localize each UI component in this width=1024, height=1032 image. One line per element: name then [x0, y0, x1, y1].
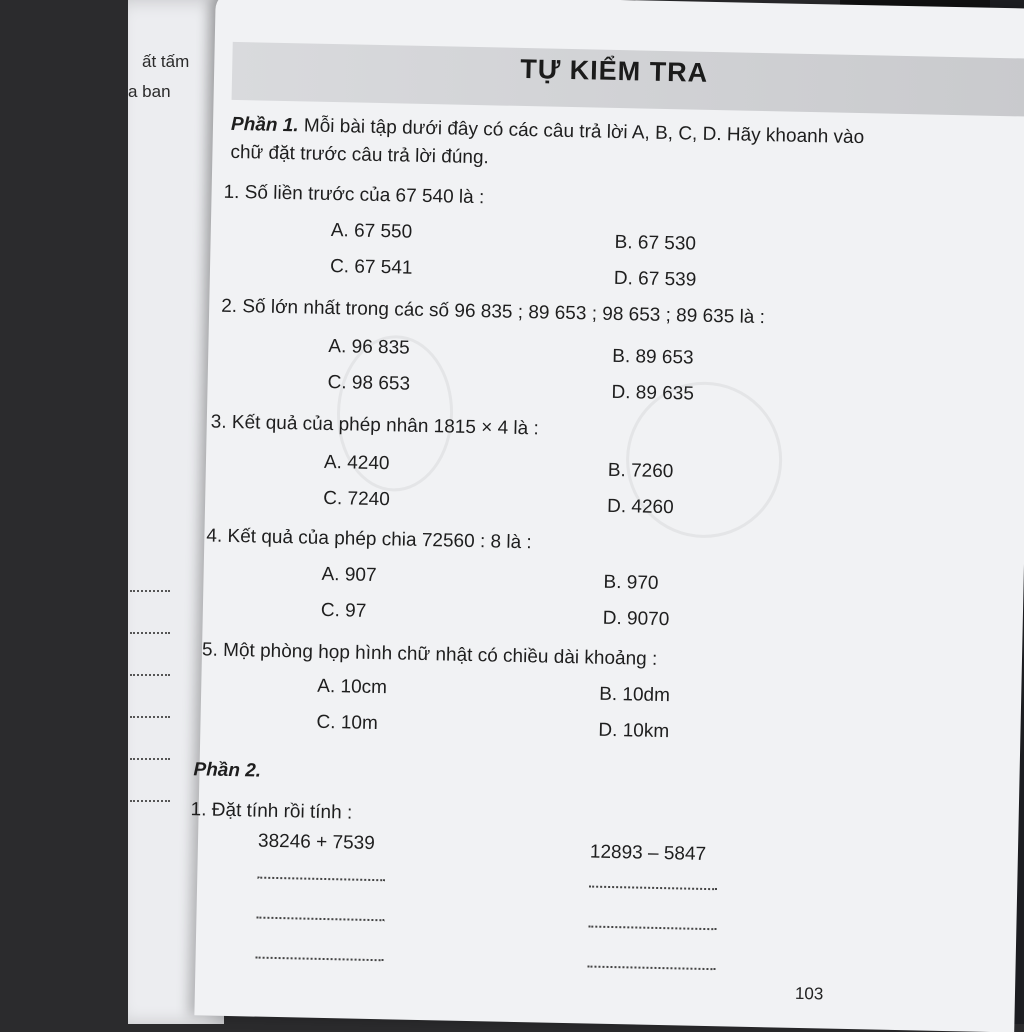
part2-heading: Phần 2.	[193, 759, 262, 782]
option-a: A. 96 835	[328, 335, 410, 359]
question-2: 2. Số lớn nhất trong các số 96 835 ; 89 653 ; 98 653 ; 89 635 là :	[221, 295, 766, 329]
left-dotline	[130, 800, 170, 802]
part1-instruction-cont: chữ đặt trước câu trả lời đúng.	[230, 141, 490, 169]
option-a: A. 907	[321, 563, 377, 587]
option-c: C. 97	[320, 599, 367, 622]
left-dotline	[130, 716, 170, 718]
left-dotline	[130, 758, 170, 760]
part1-instruction: Mỗi bài tập dưới đây có các câu trả lời A, B, C, D. Hãy khoanh vào	[303, 115, 865, 149]
question-3: 3. Kết quả của phép nhân 1815 × 4 là :	[210, 411, 539, 440]
page-title: TỰ KIỂM TRA	[519, 53, 709, 88]
left-dotline	[130, 674, 170, 676]
option-c: C. 98 653	[327, 371, 411, 395]
option-d: D. 10km	[598, 719, 670, 743]
option-a: A. 67 550	[330, 219, 413, 243]
option-d: D. 4260	[606, 495, 674, 519]
option-a: A. 4240	[323, 451, 390, 475]
left-dotline	[130, 590, 170, 592]
left-page-fragment: ất tấm	[142, 52, 190, 71]
option-a: A. 10cm	[317, 675, 388, 699]
question-5: 5. Một phòng họp hình chữ nhật có chiều dài khoảng :	[201, 639, 658, 670]
option-b: B. 89 653	[612, 345, 694, 369]
answer-dotline	[588, 926, 716, 931]
answer-dotline	[257, 877, 385, 882]
left-page-fragment: a ban	[128, 82, 171, 101]
option-b: B. 970	[603, 571, 659, 594]
answer-dotline	[589, 886, 717, 891]
option-c: C. 67 541	[329, 255, 413, 279]
option-b: B. 67 530	[614, 231, 697, 255]
question-1: 1. Số liền trước của 67 540 là :	[223, 181, 485, 209]
option-d: D. 9070	[602, 607, 670, 631]
option-b: B. 10dm	[598, 683, 671, 707]
page-number: 103	[794, 983, 824, 1004]
main-page	[190, 0, 1024, 1032]
part2-task: 1. Đặt tính rồi tính :	[190, 799, 353, 824]
answer-dotline	[256, 957, 384, 962]
question-4: 4. Kết quả của phép chia 72560 : 8 là :	[206, 525, 532, 554]
left-dotline	[130, 632, 170, 634]
answer-dotline	[256, 917, 384, 922]
answer-dotline	[587, 966, 715, 971]
option-d: D. 67 539	[613, 267, 697, 291]
option-d: D. 89 635	[611, 381, 695, 405]
part1-heading: Phần 1.	[230, 113, 299, 137]
expression-subtraction: 12893 – 5847	[589, 841, 707, 865]
expression-addition: 38246 + 7539	[257, 830, 375, 855]
option-c: C. 10m	[316, 711, 378, 735]
option-b: B. 7260	[607, 459, 674, 483]
option-c: C. 7240	[323, 487, 390, 511]
